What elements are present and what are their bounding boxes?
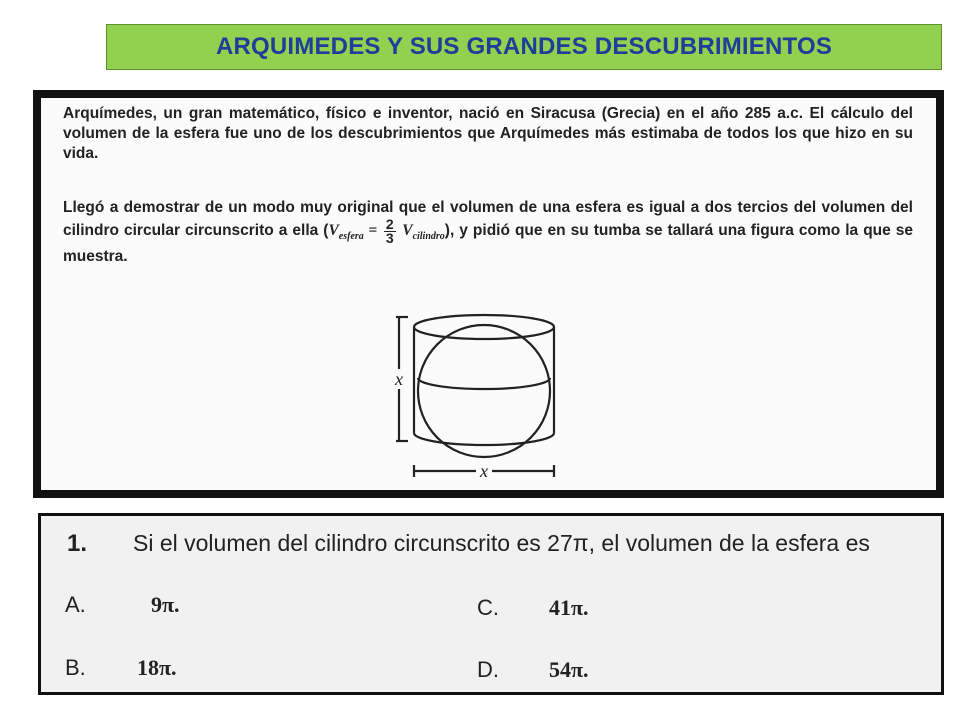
option-c-value[interactable]: 41π. bbox=[549, 595, 589, 620]
intro-paragraph: Arquímedes, un gran matemático, físico e inventor, nació en Siracusa (Grecia) en el año 285 a.c. El cálculo del volumen de la esfera fue uno de los descubrimientos que Arquímedes más estimaba de todos los que hizo en su vida. bbox=[63, 105, 913, 162]
title-banner bbox=[106, 24, 942, 70]
option-a-value[interactable]: 9π. bbox=[151, 592, 180, 617]
sphere-equator bbox=[418, 378, 550, 389]
formula-fraction bbox=[384, 218, 396, 245]
cylinder-top-ellipse bbox=[414, 315, 554, 339]
sphere-circle bbox=[418, 325, 550, 457]
fraction-denominator: 3 bbox=[385, 230, 394, 246]
formula-sub-esfera: esfera bbox=[338, 231, 364, 243]
reading-panel bbox=[33, 90, 944, 498]
option-a-letter[interactable]: A. bbox=[65, 592, 86, 617]
page-title: ARQUIMEDES Y SUS GRANDES DESCUBRIMIENTOS bbox=[215, 33, 833, 60]
option-b-letter[interactable]: B. bbox=[65, 655, 86, 680]
option-d-value[interactable]: 54π. bbox=[549, 657, 589, 682]
volume-formula bbox=[328, 216, 445, 246]
paragraph-text-after: ), y pidió que en su tumba se tallará una figura como la que se muestra. bbox=[63, 222, 914, 266]
option-b-value[interactable]: 18π. bbox=[137, 655, 177, 680]
fraction-numerator: 2 bbox=[385, 216, 394, 232]
formula-v2: V bbox=[402, 222, 413, 240]
height-label: x bbox=[395, 369, 403, 389]
reading-content bbox=[41, 98, 936, 490]
question-panel bbox=[38, 513, 944, 695]
option-c-letter[interactable]: C. bbox=[477, 595, 499, 620]
formula-paragraph bbox=[63, 198, 913, 267]
option-d-letter[interactable]: D. bbox=[477, 657, 499, 682]
question-number: 1. bbox=[67, 530, 88, 557]
formula-sub-cilindro: cilindro bbox=[412, 231, 445, 243]
width-label: x bbox=[480, 461, 488, 481]
formula-equals: = bbox=[368, 222, 378, 240]
formula-v1: V bbox=[328, 222, 339, 240]
paragraph-text-before: Llegó a demostrar de un modo muy original que el volumen de una esfera es igual a dos tercios del volumen del cilindro circular circunscrito a ella ( bbox=[63, 199, 913, 240]
question-text: Si el volumen del cilindro circunscrito es 27π, el volumen de la esfera es bbox=[133, 530, 870, 556]
sphere-in-cylinder-diagram bbox=[396, 303, 576, 488]
